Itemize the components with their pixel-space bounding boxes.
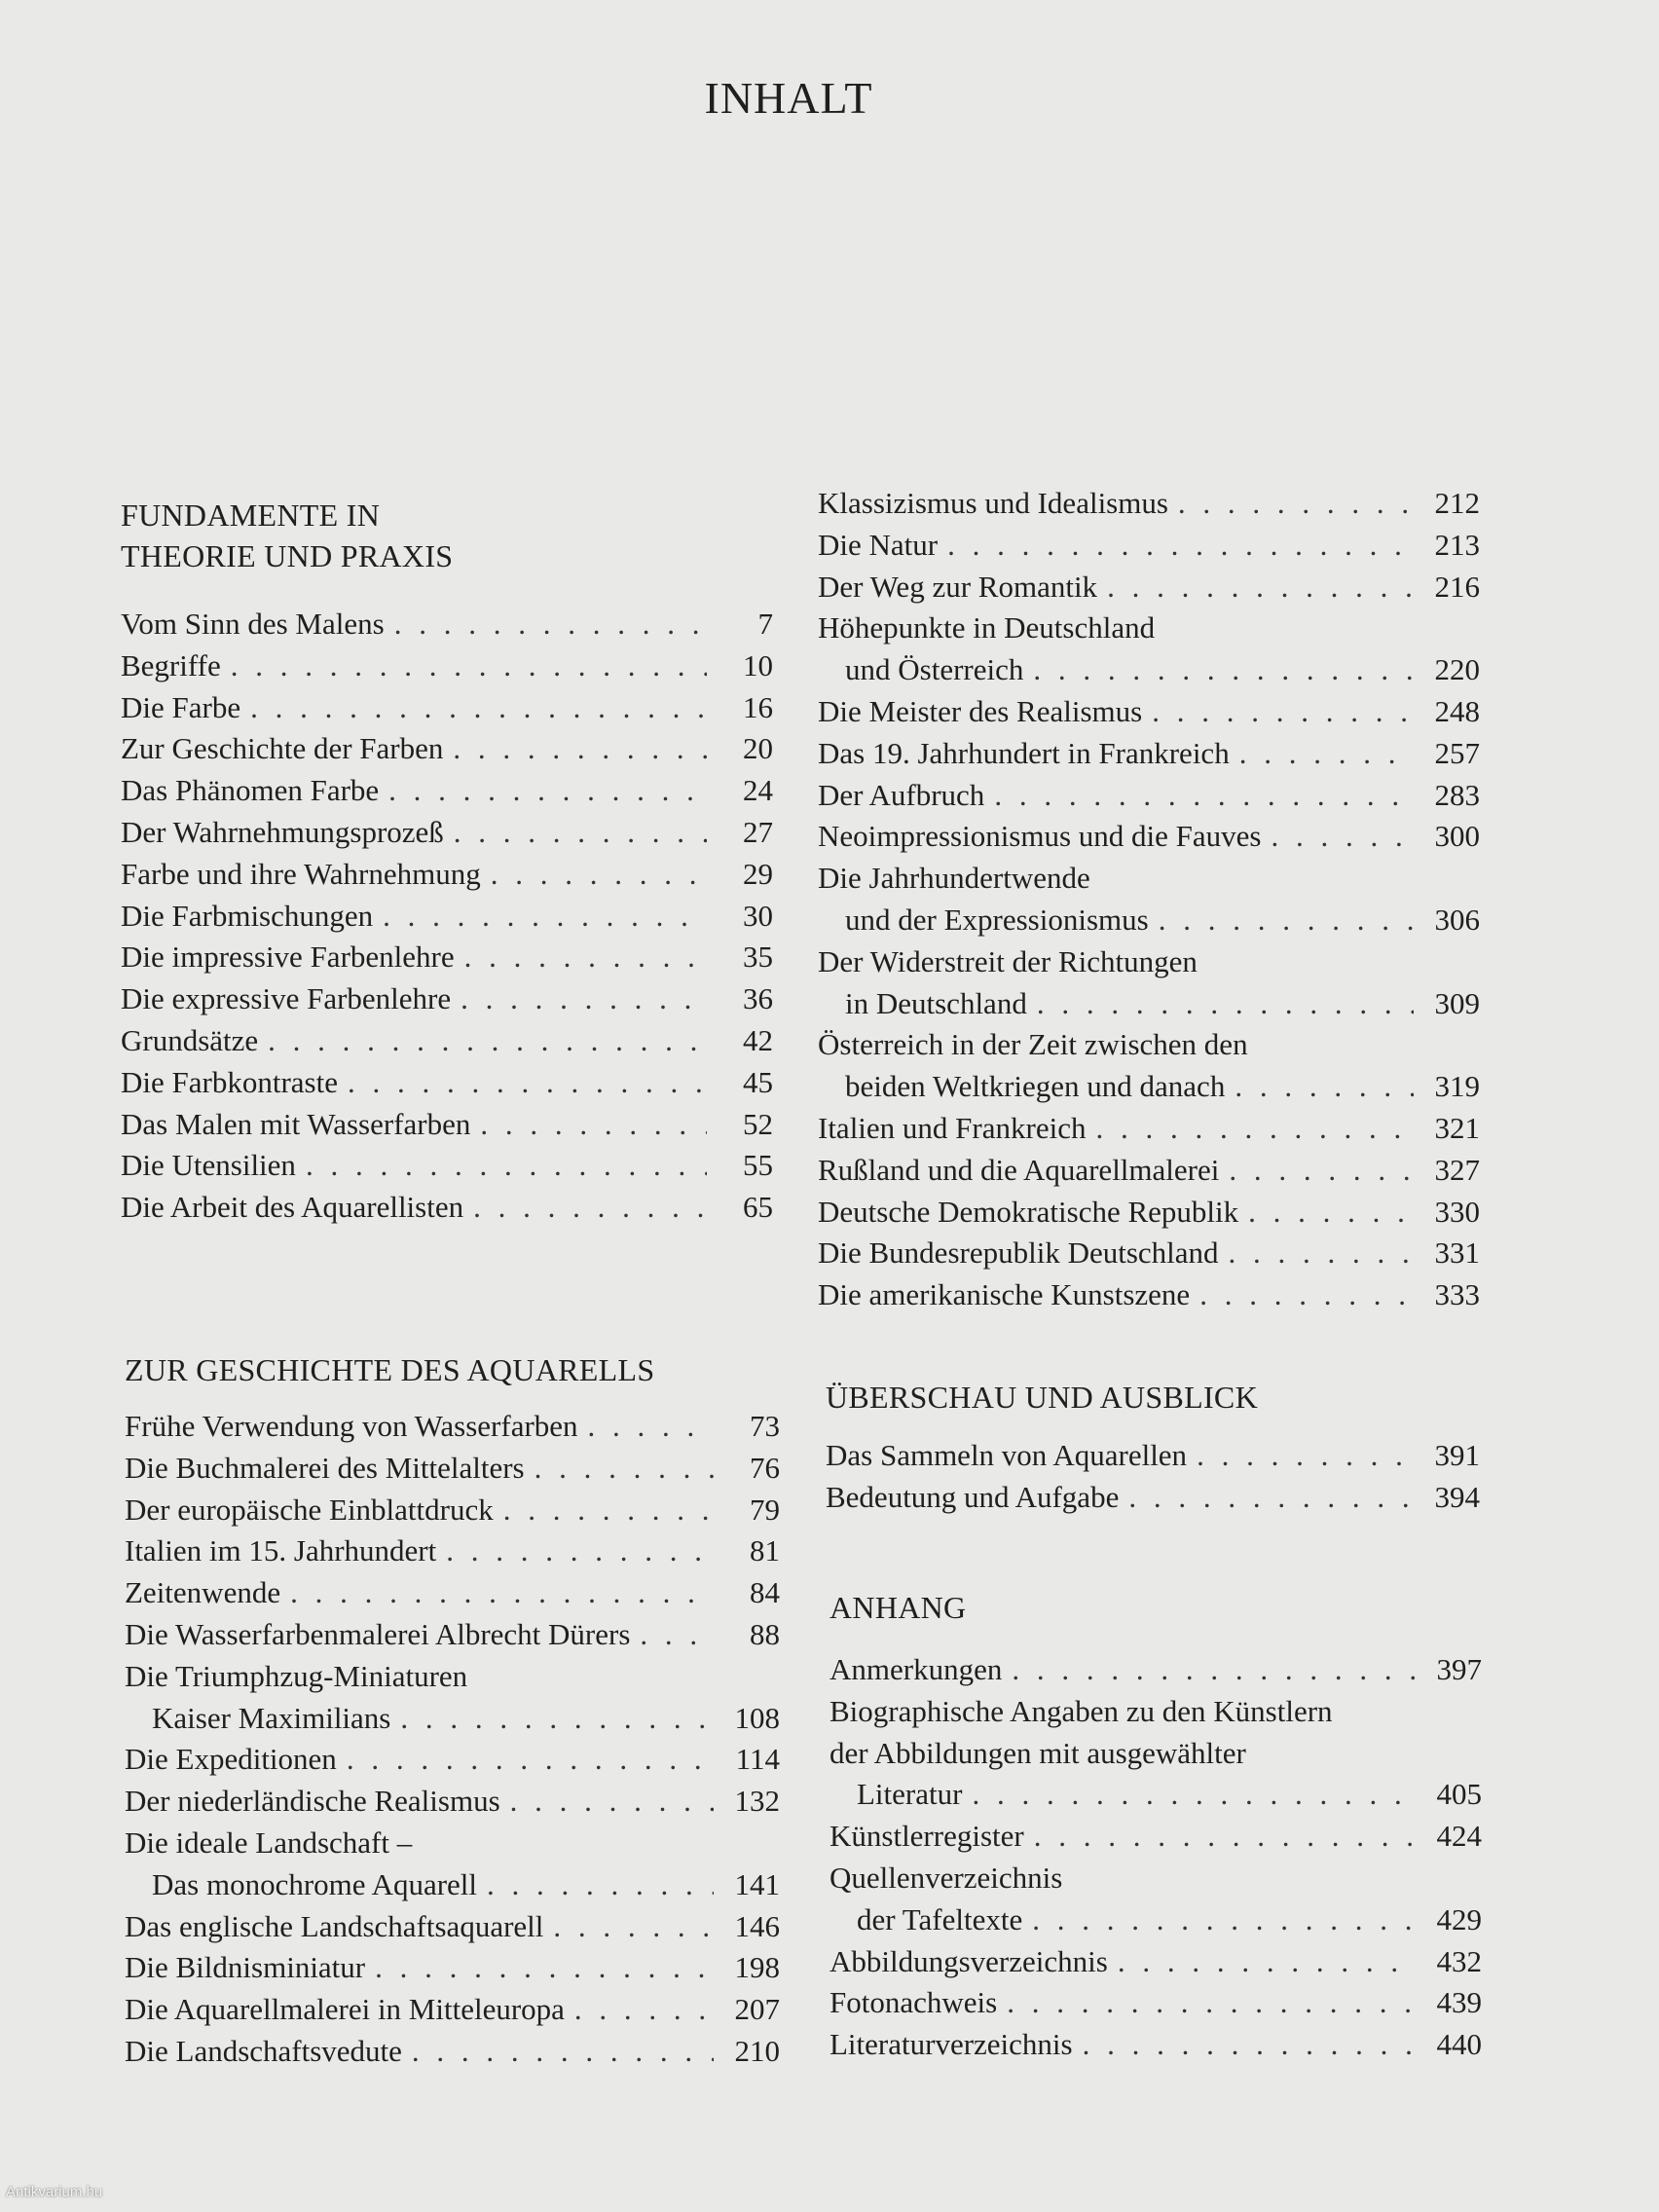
toc-entry-row [826, 1435, 1480, 1477]
toc-entry-title: Der Weg zur Romantik [818, 569, 1098, 604]
toc-entry [826, 1477, 1480, 1519]
dot-leader [1032, 1899, 1416, 1941]
toc-entry-row [818, 816, 1480, 858]
toc-entry [121, 645, 773, 687]
toc-entry [818, 1233, 1480, 1274]
toc-entry-title: Neoimpressionismus und die Fauves [818, 819, 1262, 854]
section-continued [818, 483, 1480, 1316]
toc-entry-page: 141 [734, 1866, 780, 1901]
toc-entry [125, 1823, 780, 1906]
toc-entry-title-line: Biographische Angaben zu den Künstlern [830, 1693, 1333, 1728]
toc-entry-row [818, 775, 1480, 817]
toc-entry-title: Italien und Frankreich [818, 1110, 1087, 1145]
dot-leader [535, 1448, 714, 1490]
toc-entry-row [121, 1104, 773, 1146]
toc-entry-page: 333 [1434, 1277, 1480, 1312]
toc-entry-title: Das englische Landschaftsaquarell [125, 1908, 544, 1943]
toc-entry-title: Frühe Verwendung von Wasserfarben [125, 1409, 578, 1443]
toc-entry-page: 220 [1434, 652, 1480, 687]
toc-entry-title: Der europäische Einblattdruck [125, 1492, 494, 1527]
toc-entry-row [818, 983, 1480, 1025]
toc-entry-row [125, 1614, 780, 1656]
dot-leader [1007, 1982, 1416, 2024]
toc-entry-title: Farbe und ihre Wahrnehmung [121, 856, 481, 891]
dot-leader [553, 1906, 714, 1948]
toc-entry-row [830, 1649, 1482, 1691]
toc-entry-title: Die Expeditionen [125, 1742, 337, 1777]
toc-entry [818, 941, 1480, 1025]
dot-leader [1272, 816, 1415, 858]
dot-leader [1239, 733, 1414, 775]
toc-entry [818, 816, 1480, 858]
toc-entry [818, 1274, 1480, 1316]
dot-leader [1095, 1108, 1414, 1150]
dot-leader [588, 1406, 714, 1448]
dot-leader [1199, 1274, 1414, 1316]
dot-leader [464, 937, 707, 978]
dot-leader [1037, 983, 1414, 1025]
dot-leader [1197, 1435, 1414, 1477]
toc-entry [818, 1192, 1480, 1234]
toc-entry-page: 331 [1434, 1235, 1480, 1271]
toc-entry-title: Die amerikanische Kunstszene [818, 1277, 1191, 1312]
dot-leader [994, 775, 1414, 817]
toc-entry-title: Abbildungsverzeichnis [830, 1943, 1108, 1978]
toc-entry-page: 300 [1434, 819, 1480, 854]
toc-entry-title: Der niederländische Realismus [125, 1784, 500, 1819]
toc-entry [121, 1020, 773, 1062]
toc-entry-title: Die impressive Farbenlehre [121, 940, 455, 975]
toc-entry-page: 65 [743, 1190, 773, 1225]
toc-entry [121, 896, 773, 938]
toc-entry [818, 1024, 1480, 1108]
toc-entry-title: Bedeutung und Aufgabe [826, 1479, 1120, 1514]
toc-entry-title: Das monochrome Aquarell [152, 1866, 478, 1901]
toc-entry [125, 1490, 780, 1531]
toc-entry [818, 608, 1480, 691]
dot-leader [1033, 649, 1414, 691]
toc-entry-title: und der Expressionismus [845, 902, 1149, 937]
toc-entry-title-line: der Abbildungen mit ausgewählter [830, 1735, 1246, 1770]
toc-entry-page: 79 [750, 1492, 780, 1527]
toc-entry-title: Das Phänomen Farbe [121, 773, 380, 808]
toc-entry-title-line: Die ideale Landschaft – [125, 1825, 413, 1860]
toc-entry-row [125, 1989, 780, 2031]
toc-entry [121, 854, 773, 896]
toc-entry-row [121, 1020, 773, 1062]
toc-entry-page: 283 [1434, 777, 1480, 812]
section-geschichte [125, 1349, 780, 2073]
toc-entry [818, 483, 1480, 525]
toc-entry [125, 1614, 780, 1656]
toc-entry [818, 691, 1480, 733]
toc-entry-page: 81 [750, 1533, 780, 1568]
toc-entry-page: 108 [734, 1700, 780, 1735]
toc-entry-page: 10 [743, 647, 773, 682]
dot-leader [1012, 1649, 1416, 1691]
toc-entry-row [818, 567, 1480, 608]
toc-entry [125, 1448, 780, 1490]
toc-entry-page: 55 [743, 1148, 773, 1183]
toc-entry-title-line: Der Widerstreit der Richtungen [818, 943, 1198, 978]
toc-entry-row [125, 1781, 780, 1823]
toc-entry-page: 321 [1434, 1110, 1480, 1145]
toc-entry-row [830, 1899, 1482, 1941]
toc-entry-title: Der Wahrnehmungsprozeß [121, 814, 444, 849]
toc-entry-page: 16 [743, 689, 773, 724]
toc-entry-title: Die Natur [818, 527, 939, 562]
toc-entry [125, 1530, 780, 1572]
toc-entry-title: Die Bundesrepublik Deutschland [818, 1235, 1219, 1271]
toc-entry-row [818, 525, 1480, 567]
toc-entry-title: Literaturverzeichnis [830, 2027, 1073, 2062]
toc-entry-row [818, 733, 1480, 775]
dot-leader [1235, 1066, 1414, 1108]
toc-entry-page: 210 [734, 2033, 780, 2068]
toc-entry-title: in Deutschland [845, 985, 1027, 1020]
toc-entry-page: 429 [1436, 1901, 1482, 1936]
toc-entry-page: 319 [1434, 1069, 1480, 1104]
toc-entry [121, 1145, 773, 1187]
toc-entry-title: Die Farbkontraste [121, 1064, 338, 1099]
dot-leader [640, 1614, 714, 1656]
toc-entry [121, 687, 773, 729]
dot-leader [290, 1572, 714, 1614]
toc-entry-page: 207 [734, 1992, 780, 2027]
toc-entry-title: Die Utensilien [121, 1148, 296, 1183]
toc-entry-title-line: Die Triumphzug-Miniaturen [125, 1658, 468, 1693]
toc-entry-row [830, 1941, 1482, 1983]
toc-entry-page: 27 [743, 814, 773, 849]
toc-entry-title-line: Die Jahrhundertwende [818, 861, 1090, 896]
dot-leader [1248, 1192, 1414, 1234]
dot-leader [1159, 900, 1414, 941]
toc-entry-row [818, 1108, 1480, 1150]
dot-leader [1178, 483, 1414, 525]
toc-entry-row [125, 1572, 780, 1614]
section-title: FUNDAMENTE IN THEORIE UND PRAXIS [121, 498, 454, 573]
toc-entry [818, 1108, 1480, 1150]
section-anhang [830, 1587, 1482, 2066]
dot-leader [268, 1020, 707, 1062]
toc-entry-title: Die Farbe [121, 689, 241, 724]
toc-entry-page: 397 [1436, 1652, 1482, 1686]
dot-leader [400, 1698, 714, 1740]
toc-entry-row [121, 1187, 773, 1229]
toc-entry [121, 937, 773, 978]
toc-entry-title: Künstlerregister [830, 1819, 1024, 1854]
toc-entry [121, 812, 773, 854]
toc-entry-title: Die Buchmalerei des Mittelalters [125, 1450, 525, 1485]
toc-entry [818, 858, 1480, 941]
toc-entry [125, 1781, 780, 1823]
toc-entry-row [818, 483, 1480, 525]
dot-leader [503, 1490, 714, 1531]
toc-entry-title: Das Malen mit Wasserfarben [121, 1106, 471, 1141]
toc-entry-page: 257 [1434, 735, 1480, 770]
toc-entry-title: Fotonachweis [830, 1985, 998, 2020]
toc-entry-page: 35 [743, 940, 773, 975]
toc-entry-row [818, 1066, 1480, 1108]
toc-entry-page: 212 [1434, 486, 1480, 520]
toc-entry [125, 1906, 780, 1948]
toc-entry-title: Die expressive Farbenlehre [121, 981, 452, 1016]
toc-entry-row [830, 2024, 1482, 2066]
dot-leader [454, 812, 707, 854]
toc-entry-title: Die Farbmischungen [121, 898, 374, 933]
dot-leader [306, 1145, 707, 1187]
toc-entry-page: 114 [735, 1742, 780, 1777]
toc-entry [818, 567, 1480, 608]
toc-entry-title: und Österreich [845, 652, 1024, 687]
toc-entry-row [121, 645, 773, 687]
toc-entry-row [818, 1150, 1480, 1192]
toc-entry-title: der Tafeltexte [857, 1901, 1023, 1936]
toc-entry-title: Die Meister des Realismus [818, 693, 1143, 728]
toc-entry [830, 1941, 1482, 1983]
toc-entry-row [121, 770, 773, 812]
dot-leader [1107, 567, 1414, 608]
toc-entry-title: Literatur [857, 1777, 963, 1812]
toc-entry-row [125, 1698, 780, 1740]
toc-entry [830, 2024, 1482, 2066]
toc-entry-page: 405 [1436, 1777, 1482, 1812]
toc-entry-row [826, 1477, 1480, 1519]
toc-entry-title: Rußland und die Aquarellmalerei [818, 1152, 1220, 1187]
toc-entry-page: 309 [1434, 985, 1480, 1020]
toc-entry-page: 330 [1434, 1194, 1480, 1229]
toc-entry-page: 29 [743, 856, 773, 891]
dot-leader [394, 604, 707, 645]
toc-entry-row [121, 937, 773, 978]
toc-entry [818, 1150, 1480, 1192]
toc-entry-page: 84 [750, 1575, 780, 1610]
dot-leader [461, 978, 707, 1020]
dot-leader [510, 1781, 714, 1823]
toc-entry-row [818, 691, 1480, 733]
dot-leader [412, 2031, 714, 2073]
toc-entry-title: Vom Sinn des Malens [121, 607, 385, 641]
toc-entry-page: 7 [757, 607, 773, 641]
toc-entry-title: Die Aquarellmalerei in Mitteleuropa [125, 1992, 565, 2027]
toc-entry-row [830, 1816, 1482, 1858]
toc-entry-page: 132 [734, 1784, 780, 1819]
toc-entry-title-line: Höhepunkte in Deutschland [818, 610, 1156, 645]
toc-entry-row [121, 728, 773, 770]
dot-leader [1083, 2024, 1416, 2066]
toc-entry [125, 1406, 780, 1448]
dot-leader [446, 1530, 714, 1572]
toc-entry-title: Deutsche Demokratische Republik [818, 1194, 1239, 1229]
toc-entry-title-line: Quellenverzeichnis [830, 1860, 1063, 1895]
toc-entry-title: Klassizismus und Idealismus [818, 486, 1168, 520]
toc-entry-row [125, 1947, 780, 1989]
toc-entry-title: beiden Weltkriegen und danach [845, 1069, 1226, 1104]
dot-leader [348, 1062, 707, 1104]
toc-entry-page: 73 [750, 1409, 780, 1443]
toc-entry-row [125, 1448, 780, 1490]
page-title: INHALT [704, 73, 873, 123]
toc-entry [121, 978, 773, 1020]
dot-leader [574, 1989, 714, 2031]
toc-entry-title-line: Österreich in der Zeit zwischen den [818, 1027, 1248, 1062]
toc-entry-page: 213 [1434, 527, 1480, 562]
toc-entry-title: Die Wasserfarbenmalerei Albrecht Dürers [125, 1616, 631, 1651]
toc-entry-page: 20 [743, 731, 773, 766]
toc-entry-page: 394 [1434, 1479, 1480, 1514]
toc-entry-page: 52 [743, 1106, 773, 1141]
toc-entry-page: 88 [750, 1616, 780, 1651]
toc-entry-title: Die Bildnisminiatur [125, 1950, 366, 1985]
toc-entry-page: 248 [1434, 693, 1480, 728]
toc-list [830, 1649, 1482, 2066]
toc-entry-page: 306 [1434, 902, 1480, 937]
toc-entry-page: 391 [1434, 1438, 1480, 1472]
toc-entry-row [125, 1530, 780, 1572]
toc-entry-row [125, 1906, 780, 1948]
toc-entry-title: Zeitenwende [125, 1575, 281, 1610]
toc-entry [826, 1435, 1480, 1477]
toc-entry-page: 439 [1436, 1985, 1482, 2020]
toc-entry-row [121, 978, 773, 1020]
dot-leader [1229, 1150, 1414, 1192]
toc-entry-title: Das Sammeln von Aquarellen [826, 1438, 1188, 1472]
toc-entry-row [121, 1145, 773, 1187]
toc-entry-row [121, 812, 773, 854]
dot-leader [487, 1864, 714, 1906]
dot-leader [480, 1104, 707, 1146]
toc-entry [121, 1187, 773, 1229]
toc-entry-title: Der Aufbruch [818, 777, 985, 812]
toc-entry-page: 216 [1434, 569, 1480, 604]
section-title: ZUR GESCHICHTE DES AQUARELLS [125, 1352, 655, 1387]
toc-entry-title: Zur Geschichte der Farben [121, 731, 444, 766]
toc-entry-page: 24 [743, 773, 773, 808]
toc-entry-row [830, 1774, 1482, 1816]
toc-entry-row [121, 896, 773, 938]
toc-entry [125, 1572, 780, 1614]
toc-entry [121, 1062, 773, 1104]
toc-entry-title: Grundsätze [121, 1022, 259, 1057]
toc-entry-title: Die Arbeit des Aquarellisten [121, 1190, 464, 1225]
toc-entry [830, 1691, 1482, 1816]
toc-entry [125, 1947, 780, 1989]
section-title: ANHANG [830, 1590, 967, 1625]
toc-entry [830, 1816, 1482, 1858]
dot-leader [1118, 1941, 1416, 1983]
toc-entry [125, 1656, 780, 1740]
section-ueberschau [826, 1377, 1480, 1519]
toc-entry-row [121, 854, 773, 896]
toc-entry-row [121, 1062, 773, 1104]
toc-entry-row [125, 1739, 780, 1781]
toc-entry-page: 146 [734, 1908, 780, 1943]
toc-entry [121, 604, 773, 645]
toc-entry-title: Das 19. Jahrhundert in Frankreich [818, 735, 1230, 770]
toc-entry-title: Italien im 15. Jahrhundert [125, 1533, 437, 1568]
toc-entry-row [818, 900, 1480, 941]
dot-leader [231, 645, 707, 687]
dot-leader [1034, 1816, 1416, 1858]
toc-entry-page: 327 [1434, 1152, 1480, 1187]
dot-leader [972, 1774, 1416, 1816]
dot-leader [473, 1187, 707, 1229]
toc-entry-row [121, 604, 773, 645]
toc-entry-page: 45 [743, 1064, 773, 1099]
toc-entry-row [125, 2031, 780, 2073]
toc-entry [121, 728, 773, 770]
toc-entry-row [125, 1864, 780, 1906]
toc-entry-page: 42 [743, 1022, 773, 1057]
toc-entry [121, 770, 773, 812]
toc-entry [125, 1739, 780, 1781]
toc-entry-page: 432 [1436, 1943, 1482, 1978]
toc-list [818, 483, 1480, 1316]
dot-leader [388, 770, 707, 812]
dot-leader [453, 728, 707, 770]
dot-leader [1128, 1477, 1414, 1519]
toc-entry-page: 440 [1436, 2027, 1482, 2062]
toc-entry-row [830, 1982, 1482, 2024]
toc-entry [125, 2031, 780, 2073]
dot-leader [375, 1947, 714, 1989]
toc-entry-row [121, 687, 773, 729]
dot-leader [1152, 691, 1414, 733]
dot-leader [947, 525, 1414, 567]
dot-leader [383, 896, 707, 938]
toc-entry-row [818, 1274, 1480, 1316]
toc-entry-row [818, 1192, 1480, 1234]
toc-entry-row [125, 1406, 780, 1448]
toc-list [125, 1406, 780, 2073]
toc-entry-title: Die Landschaftsvedute [125, 2033, 402, 2068]
dot-leader [347, 1739, 714, 1781]
toc-entry-page: 36 [743, 981, 773, 1016]
toc-list [121, 604, 773, 1229]
toc-entry [818, 775, 1480, 817]
toc-entry-page: 76 [750, 1450, 780, 1485]
toc-entry-row [818, 649, 1480, 691]
dot-leader [1229, 1233, 1414, 1274]
toc-entry-row [818, 1233, 1480, 1274]
toc-entry-page: 198 [734, 1950, 780, 1985]
toc-entry [125, 1989, 780, 2031]
toc-entry-title: Begriffe [121, 647, 221, 682]
toc-entry [830, 1858, 1482, 1941]
toc-entry-page: 424 [1436, 1819, 1482, 1854]
section-title: ÜBERSCHAU UND AUSBLICK [826, 1380, 1258, 1415]
toc-entry-title: Kaiser Maximilians [152, 1700, 391, 1735]
dot-leader [250, 687, 707, 729]
toc-list [826, 1435, 1480, 1519]
watermark: Antikvarium.hu [6, 2184, 103, 2200]
toc-entry-page: 30 [743, 898, 773, 933]
toc-entry [121, 1104, 773, 1146]
section-fundamente [121, 495, 773, 1229]
dot-leader [491, 854, 707, 896]
toc-entry [830, 1982, 1482, 2024]
toc-entry [818, 525, 1480, 567]
toc-entry-title: Anmerkungen [830, 1652, 1003, 1686]
toc-entry [818, 733, 1480, 775]
toc-entry-row [125, 1490, 780, 1531]
toc-entry [830, 1649, 1482, 1691]
